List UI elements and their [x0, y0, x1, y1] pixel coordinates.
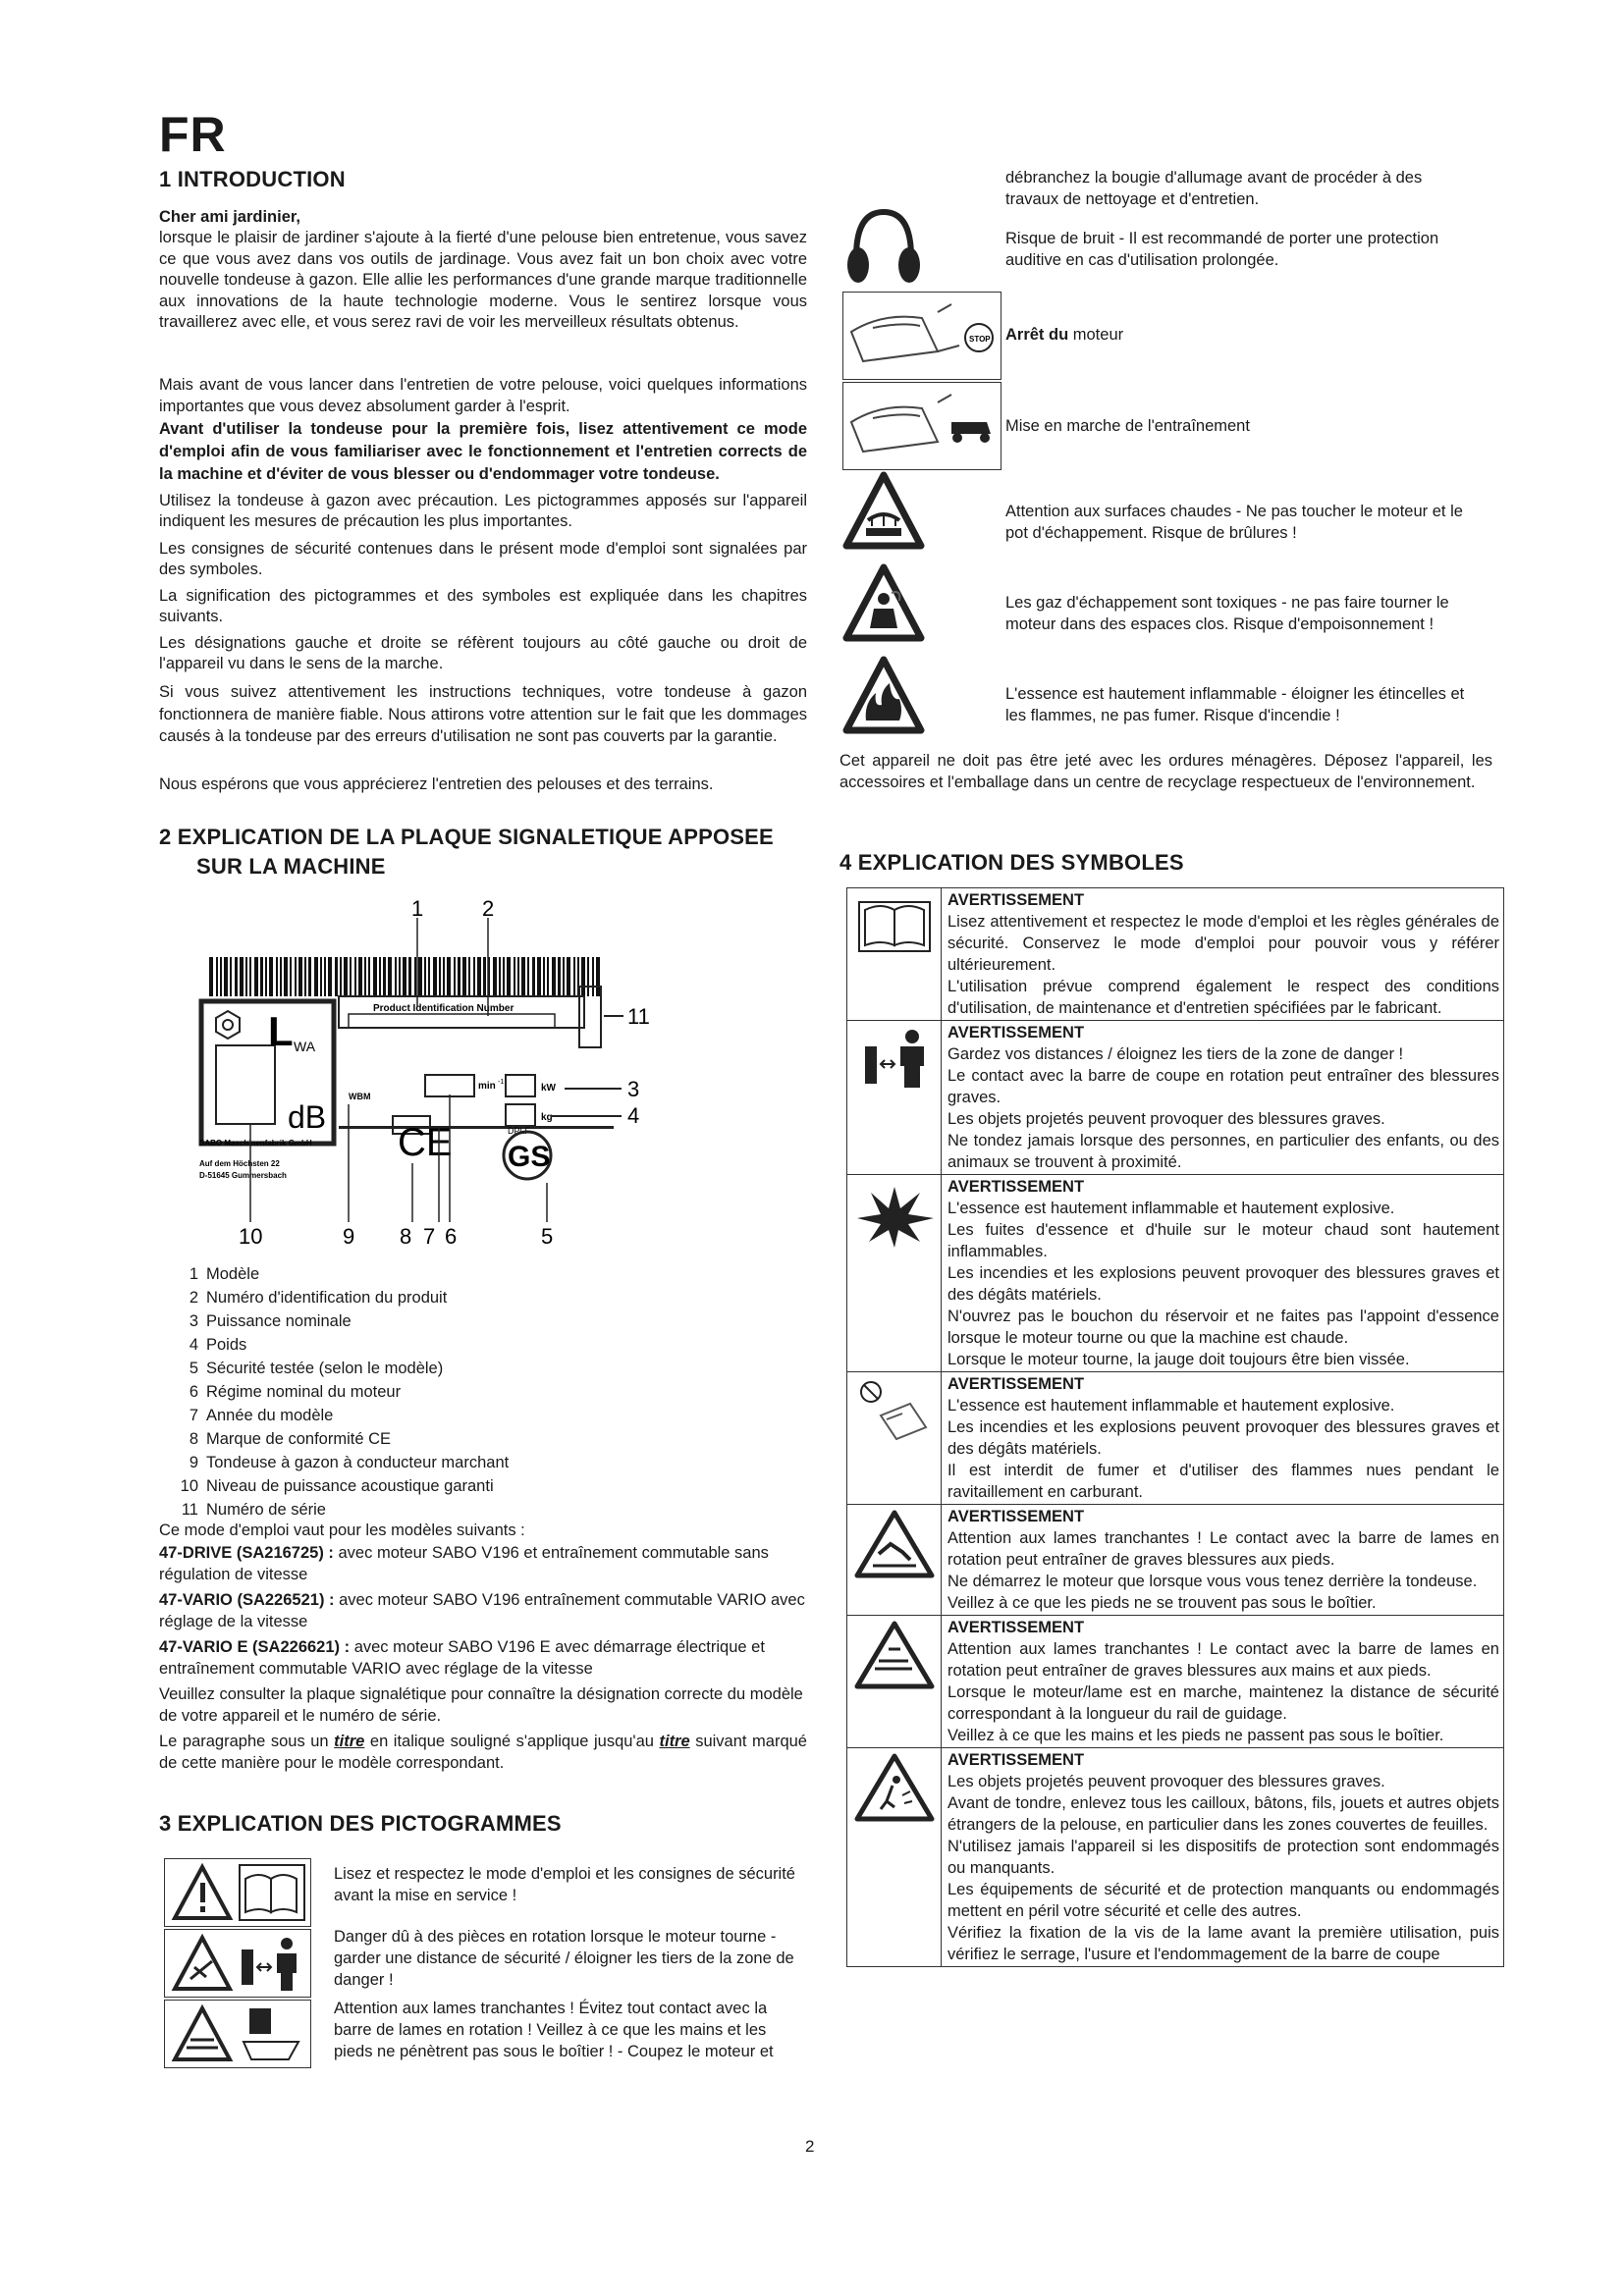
callout-9: 9: [343, 1224, 355, 1249]
legend-item: [177, 1498, 509, 1522]
toxic-gas-icon: [842, 561, 925, 644]
legend-item: [177, 1357, 509, 1380]
title-note-b: en italique souligné s'applique jusqu'au: [364, 1733, 660, 1750]
maker-line-2: Auf dem Höchsten 22: [199, 1159, 280, 1168]
legend-item: [177, 1286, 509, 1309]
picto-text-fire: L'essence est hautement inflammable - éloigner les étincelles et les flammes, ne pas fumer. Risque d'incendie !: [1005, 685, 1465, 724]
model-47-vario: [159, 1589, 807, 1632]
hand-blade-triangle-icon: [847, 1616, 941, 1690]
legend-number: 1: [189, 1265, 198, 1283]
symbol-text-cell: [942, 1616, 1504, 1748]
symbol-text-cell: [942, 1021, 1504, 1175]
callout-4: 4: [627, 1103, 640, 1128]
symbol-icon-cell: [847, 888, 942, 1021]
symbol-text-cell: [942, 1175, 1504, 1372]
intro-paragraph-2: Mais avant de vous lancer dans l'entretien de votre pelouse, voici quelques informations importantes que vous devez absolument garder à l'esprit.: [159, 376, 807, 415]
symbol-icon-cell: [847, 1748, 942, 1967]
warning-line: Gardez vos distances / éloignez les tiers de la zone de danger !: [947, 1045, 1404, 1063]
legend-text: Poids: [206, 1336, 247, 1354]
picto-rotating-parts: [164, 1929, 311, 1998]
kg-label: kg: [541, 1112, 553, 1123]
symbol-icon-cell: [847, 1175, 942, 1372]
picto-sharp-blades: [164, 2000, 311, 2068]
picto-read-manual: [164, 1858, 311, 1927]
warning-line: Les équipements de sécurité et de protection manquants ou endommagés mettent en péril votre sécurité et celle des autres.: [947, 1881, 1499, 1920]
callout-7: 7: [423, 1224, 436, 1249]
warning-line: Les objets projetés peuvent provoquer des blessures graves.: [947, 1773, 1385, 1790]
flammable-icon: [842, 654, 925, 736]
warning-line: Les objets projetés peuvent provoquer des blessures graves.: [947, 1110, 1385, 1128]
symbol-icon-cell: [847, 1505, 942, 1616]
maker-line-1: SABO Maschinenfabrik GmbH: [199, 1139, 312, 1148]
picto-text-hot: Attention aux surfaces chaudes - Ne pas toucher le moteur et le pot d'échappement. Risque de brûlures !: [1005, 503, 1463, 542]
legend-text: Sécurité testée (selon le modèle): [206, 1360, 444, 1377]
legend-item: [177, 1380, 509, 1404]
legend-text: Numéro d'identification du produit: [206, 1289, 448, 1307]
warning-heading: AVERTISSEMENT: [947, 1178, 1085, 1196]
callout-10: 10: [239, 1224, 263, 1249]
intro-paragraph-9: Nous espérons que vous apprécierez l'entretien des pelouses et des terrains.: [159, 775, 714, 793]
picto-text-drive: Mise en marche de l'entraînement: [1005, 417, 1250, 435]
model-47-vario-desc: avec moteur SABO V196 entraînement commutable VARIO avec réglage de la vitesse: [159, 1591, 805, 1630]
hot-surface-icon: [842, 469, 925, 552]
model-47-vario-e: [159, 1636, 807, 1680]
legend-number: 2: [189, 1289, 198, 1307]
greeting: Cher ami jardinier,: [159, 208, 300, 226]
picto-text-rotating-parts: Danger dû à des pièces en rotation lorsque le moteur tourne - garder une distance de sécurité / éloigner les tiers de la zone de danger !: [334, 1928, 794, 1989]
kw-label: kW: [541, 1083, 556, 1094]
symbol-text-cell: [942, 888, 1504, 1021]
picto-text-sharp-blades: Attention aux lames tranchantes ! Évitez tout contact avec la barre de lames en rotation ! Veillez à ce que les mains et les pieds ne pénètrent pas sous le boîtier ! - Coupez le moteur et: [334, 2000, 774, 2060]
ce-mark: CE: [398, 1121, 453, 1164]
symbol-icon-cell: [847, 1021, 942, 1175]
distance-person-icon: [847, 1021, 941, 1095]
dplf-label: DPLF: [508, 1126, 531, 1136]
warning-line: Avant de tondre, enlevez tous les cailloux, bâtons, fils, jouets et autres objets étrangers de la pelouse, en particulier dans les zones couvertes de feuilles.: [947, 1794, 1499, 1834]
intro-paragraph-5: Les consignes de sécurité contenues dans le présent mode d'emploi sont signalées par des symboles.: [159, 540, 807, 578]
symbol-text-cell: [942, 1748, 1504, 1967]
page-number: 2: [805, 2137, 815, 2156]
product-id-label: Product Identification Number: [373, 1003, 514, 1014]
warning-line: Attention aux lames tranchantes ! Le contact avec la barre de lames en rotation peut entraîner de graves blessures aux mains et aux pieds.: [947, 1640, 1499, 1680]
legend-number: 8: [189, 1430, 198, 1448]
picto-drive-engage: [842, 382, 1001, 470]
symbol-row: [847, 1616, 1504, 1748]
warning-line: Attention aux lames tranchantes ! Le contact avec la barre de lames en rotation peut entraîner de graves blessures aux pieds.: [947, 1529, 1499, 1569]
symbol-row: [847, 1175, 1504, 1372]
explosion-icon: [847, 1175, 941, 1250]
warning-line: Ne démarrez le moteur que lorsque vous vous tenez derrière la tondeuse.: [947, 1573, 1478, 1590]
title-word-2: titre: [659, 1733, 690, 1750]
symbol-row: [847, 888, 1504, 1021]
model-47-drive-name: 47-DRIVE (SA216725) :: [159, 1544, 334, 1562]
legend-number: 3: [189, 1312, 198, 1330]
legend-item: [177, 1262, 509, 1286]
warning-heading: AVERTISSEMENT: [947, 1375, 1085, 1393]
title-note-c: suivant marqué de cette manière pour le modèle correspondant.: [159, 1733, 807, 1772]
warning-line: Les incendies et les explosions peuvent provoquer des blessures graves et des dégâts matériels.: [947, 1418, 1499, 1458]
model-47-vario-e-desc: avec moteur SABO V196 E avec démarrage électrique et entraînement commutable VARIO avec réglage de la vitesse: [159, 1638, 765, 1678]
legend-text: Année du modèle: [206, 1407, 334, 1424]
maker-line-3: D-51645 Gummersbach: [199, 1171, 287, 1180]
section-2-title: 2 EXPLICATION DE LA PLAQUE SIGNALETIQUE APPOSEE: [159, 825, 774, 849]
warning-line: Les incendies et les explosions peuvent provoquer des blessures graves et des dégâts matériels.: [947, 1264, 1499, 1304]
model-47-drive: [159, 1542, 807, 1585]
warning-heading: AVERTISSEMENT: [947, 1024, 1085, 1041]
picto-text-gas: Les gaz d'échappement sont toxiques - ne pas faire tourner le moteur dans des espaces clos. Risque d'empoisonnement !: [1005, 594, 1449, 633]
legend-number: 5: [189, 1360, 198, 1377]
symbols-table: [846, 887, 1504, 1967]
gs-mark: GS: [508, 1141, 551, 1173]
legend-item: [177, 1427, 509, 1451]
no-smoking-fuel-icon: [847, 1372, 941, 1447]
legend-number: 9: [189, 1454, 198, 1471]
symbol-icon-cell: [847, 1372, 942, 1505]
warning-line: L'essence est hautement inflammable et hautement explosive.: [947, 1397, 1395, 1415]
callout-6: 6: [445, 1224, 458, 1249]
stop-icon-label: STOP: [969, 335, 991, 344]
nameplate-diagram: [191, 898, 663, 1256]
symbol-text-cell: [942, 1505, 1504, 1616]
legend-number: 4: [189, 1336, 198, 1354]
db-label: dB: [288, 1099, 327, 1135]
language-heading: FR: [159, 107, 227, 162]
warning-line: Les fuites d'essence et d'huile sur le moteur chaud sont hautement inflammables.: [947, 1221, 1499, 1260]
warning-line: Veillez à ce que les mains et les pieds ne passent pas sous le boîtier.: [947, 1727, 1444, 1744]
picto-stop-engine: [842, 292, 1001, 380]
symbol-row: [847, 1748, 1504, 1967]
callout-1: 1: [411, 898, 424, 921]
legend-item: [177, 1333, 509, 1357]
min-label: min: [478, 1081, 496, 1092]
warning-line: Veillez à ce que les pieds ne se trouvent pas sous le boîtier.: [947, 1594, 1377, 1612]
callout-8: 8: [400, 1224, 412, 1249]
legend-number: 11: [181, 1501, 198, 1519]
stop-rest: moteur: [1068, 326, 1124, 344]
warning-heading: AVERTISSEMENT: [947, 1751, 1085, 1769]
lwa-label: L: [268, 1008, 294, 1054]
intro-paragraph-4: Utilisez la tondeuse à gazon avec précaution. Les pictogrammes apposés sur l'appareil indiquent les mesures de précaution les plus importantes.: [159, 492, 807, 530]
nameplate-svg: [191, 898, 663, 1256]
picto-text-noise: Risque de bruit - Il est recommandé de porter une protection auditive en cas d'utilisation prolongée.: [1005, 230, 1439, 269]
legend-text: Marque de conformité CE: [206, 1430, 392, 1448]
warning-heading: AVERTISSEMENT: [947, 1619, 1085, 1636]
symbol-text-cell: [942, 1372, 1504, 1505]
wbm-label: WBM: [349, 1092, 371, 1101]
warning-line: Lorsque le moteur/lame est en marche, maintenez la distance de sécurité correspondant à la longueur du rail de guidage.: [947, 1683, 1499, 1723]
disposal-note: Cet appareil ne doit pas être jeté avec les ordures ménagères. Déposez l'appareil, les accessoires et l'emballage dans un centre de recyclage respectueux de l'environnement.: [839, 752, 1492, 791]
legend-text: Niveau de puissance acoustique garanti: [206, 1477, 494, 1495]
book-icon: [847, 888, 941, 963]
callout-3: 3: [627, 1077, 640, 1101]
legend-text: Puissance nominale: [206, 1312, 352, 1330]
callout-5: 5: [541, 1224, 554, 1249]
legend-text: Régime nominal du moteur: [206, 1383, 402, 1401]
legend-text: Modèle: [206, 1265, 260, 1283]
symbol-icon-cell: [847, 1616, 942, 1748]
warning-line: L'essence est hautement inflammable et hautement explosive.: [947, 1200, 1395, 1217]
warning-line: L'utilisation prévue comprend également le respect des conditions d'utilisation, de maintenance et d'entretien spécifiées par le fabricant.: [947, 978, 1499, 1017]
legend-item: [177, 1474, 509, 1498]
warning-line: N'ouvrez pas le bouchon du réservoir et ne faites pas l'appoint d'essence lorsque le moteur tourne ou que la machine est chaude.: [947, 1308, 1499, 1347]
picto-text-sharp-blades-cont: débranchez la bougie d'allumage avant de procéder à des travaux de nettoyage et d'entretien.: [1005, 169, 1423, 208]
nameplate-legend: [177, 1262, 509, 1522]
symbol-row: [847, 1372, 1504, 1505]
legend-text: Tondeuse à gazon à conducteur marchant: [206, 1454, 510, 1471]
stop-bold: Arrêt du: [1005, 326, 1069, 344]
models-intro: Ce mode d'emploi vaut pour les modèles suivants :: [159, 1522, 525, 1539]
warning-line: Lisez attentivement et respectez le mode d'emploi et les règles générales de sécurité. Conservez le mode d'emploi pour pouvoir vous y référer ultérieurement.: [947, 913, 1499, 974]
lwa-sub: WA: [294, 1039, 316, 1054]
section-3-title: 3 EXPLICATION DES PICTOGRAMMES: [159, 1811, 562, 1836]
model-47-vario-name: 47-VARIO (SA226521) :: [159, 1591, 335, 1609]
warning-line: Ne tondez jamais lorsque des personnes, en particulier des enfants, ou des animaux se trouvent à proximité.: [947, 1132, 1499, 1171]
warning-line: Il est interdit de fumer et d'utiliser des flammes nues pendant le ravitaillement en carburant.: [947, 1462, 1499, 1501]
legend-text: Numéro de série: [206, 1501, 326, 1519]
picto-text-stop-engine: [1005, 324, 1477, 346]
symbol-row: [847, 1505, 1504, 1616]
callout-2: 2: [482, 898, 495, 921]
intro-paragraph-7: Les désignations gauche et droite se réfèrent toujours au côté gauche ou droit de l'appareil vu dans le sens de la marche.: [159, 634, 807, 672]
picto-text-read-manual: Lisez et respectez le mode d'emploi et les consignes de sécurité avant la mise en service !: [334, 1865, 795, 1904]
model-47-drive-desc: avec moteur SABO V196 et entraînement commutable sans régulation de vitesse: [159, 1544, 769, 1583]
callout-11: 11: [627, 1004, 650, 1029]
warning-heading: AVERTISSEMENT: [947, 891, 1085, 909]
title-note-a: Le paragraphe sous un: [159, 1733, 335, 1750]
thrown-objects-triangle-icon: [847, 1748, 941, 1823]
legend-item: [177, 1404, 509, 1427]
legend-number: 10: [180, 1477, 198, 1495]
ear-protection-icon: [846, 208, 921, 291]
warning-line: Vérifiez la fixation de la vis de la lame avant la première utilisation, puis vérifiez le serrage, l'usure et l'endommagement de la barre de coupe: [947, 1924, 1499, 1963]
warning-line: Lorsque le moteur tourne, la jauge doit toujours être bien vissée.: [947, 1351, 1410, 1368]
intro-paragraph-6: La signification des pictogrammes et des symboles est expliquée dans les chapitres suivants.: [159, 587, 807, 625]
intro-paragraph-1: lorsque le plaisir de jardiner s'ajoute à la fierté d'une pelouse bien entretenue, vous savez ce que vous avez dans vos outils de jardinage. Vous avez fait un bon choix avec votre nouvelle tondeuse à gazon. Elle allie les performances d'une grande marque traditionnelle aux innovations de la haute technologie moderne. Vous le sentirez lorsque vous travaillerez avec elle, et vous serez ravi de voir les merveilleux résultats obtenus.: [159, 229, 807, 331]
model-47-vario-e-name: 47-VARIO E (SA226621) :: [159, 1638, 351, 1656]
warning-line: Le contact avec la barre de coupe en rotation peut entraîner des blessures graves.: [947, 1067, 1499, 1106]
symbol-row: [847, 1021, 1504, 1175]
min-sup: -1: [498, 1079, 505, 1086]
consult-plate-note: Veuillez consulter la plaque signalétique pour connaître la désignation correcte du modèle de votre appareil et le numéro de série.: [159, 1685, 803, 1725]
legend-number: 7: [189, 1407, 198, 1424]
title-note: [159, 1731, 807, 1774]
barcode: [209, 957, 602, 996]
section-2-title-line2: SUR LA MACHINE: [196, 854, 386, 879]
section-1-title: 1 INTRODUCTION: [159, 167, 346, 191]
warning-line: N'utilisez jamais l'appareil si les dispositifs de protection sont endommagés ou manquants.: [947, 1838, 1499, 1877]
foot-blade-triangle-icon: [847, 1505, 941, 1579]
intro-paragraph-8: Si vous suivez attentivement les instructions techniques, votre tondeuse à gazon fonctionnera de manière fiable. Nous attirons votre attention sur le fait que les dommages causés à la tondeuse par des erreurs d'utilisation ne sont pas couverts par la garantie.: [159, 683, 807, 745]
section-4-title: 4 EXPLICATION DES SYMBOLES: [839, 850, 1184, 875]
title-word-1: titre: [334, 1733, 365, 1750]
intro-bold-warning: Avant d'utiliser la tondeuse pour la première fois, lisez attentivement ce mode d'emploi afin de vous familiariser avec le fonctionnement et l'entretien corrects de la machine et d'éviter de vous blesser ou d'endommager votre tondeuse.: [159, 420, 807, 483]
legend-item: [177, 1309, 509, 1333]
legend-item: [177, 1451, 509, 1474]
warning-heading: AVERTISSEMENT: [947, 1508, 1085, 1525]
legend-number: 6: [189, 1383, 198, 1401]
